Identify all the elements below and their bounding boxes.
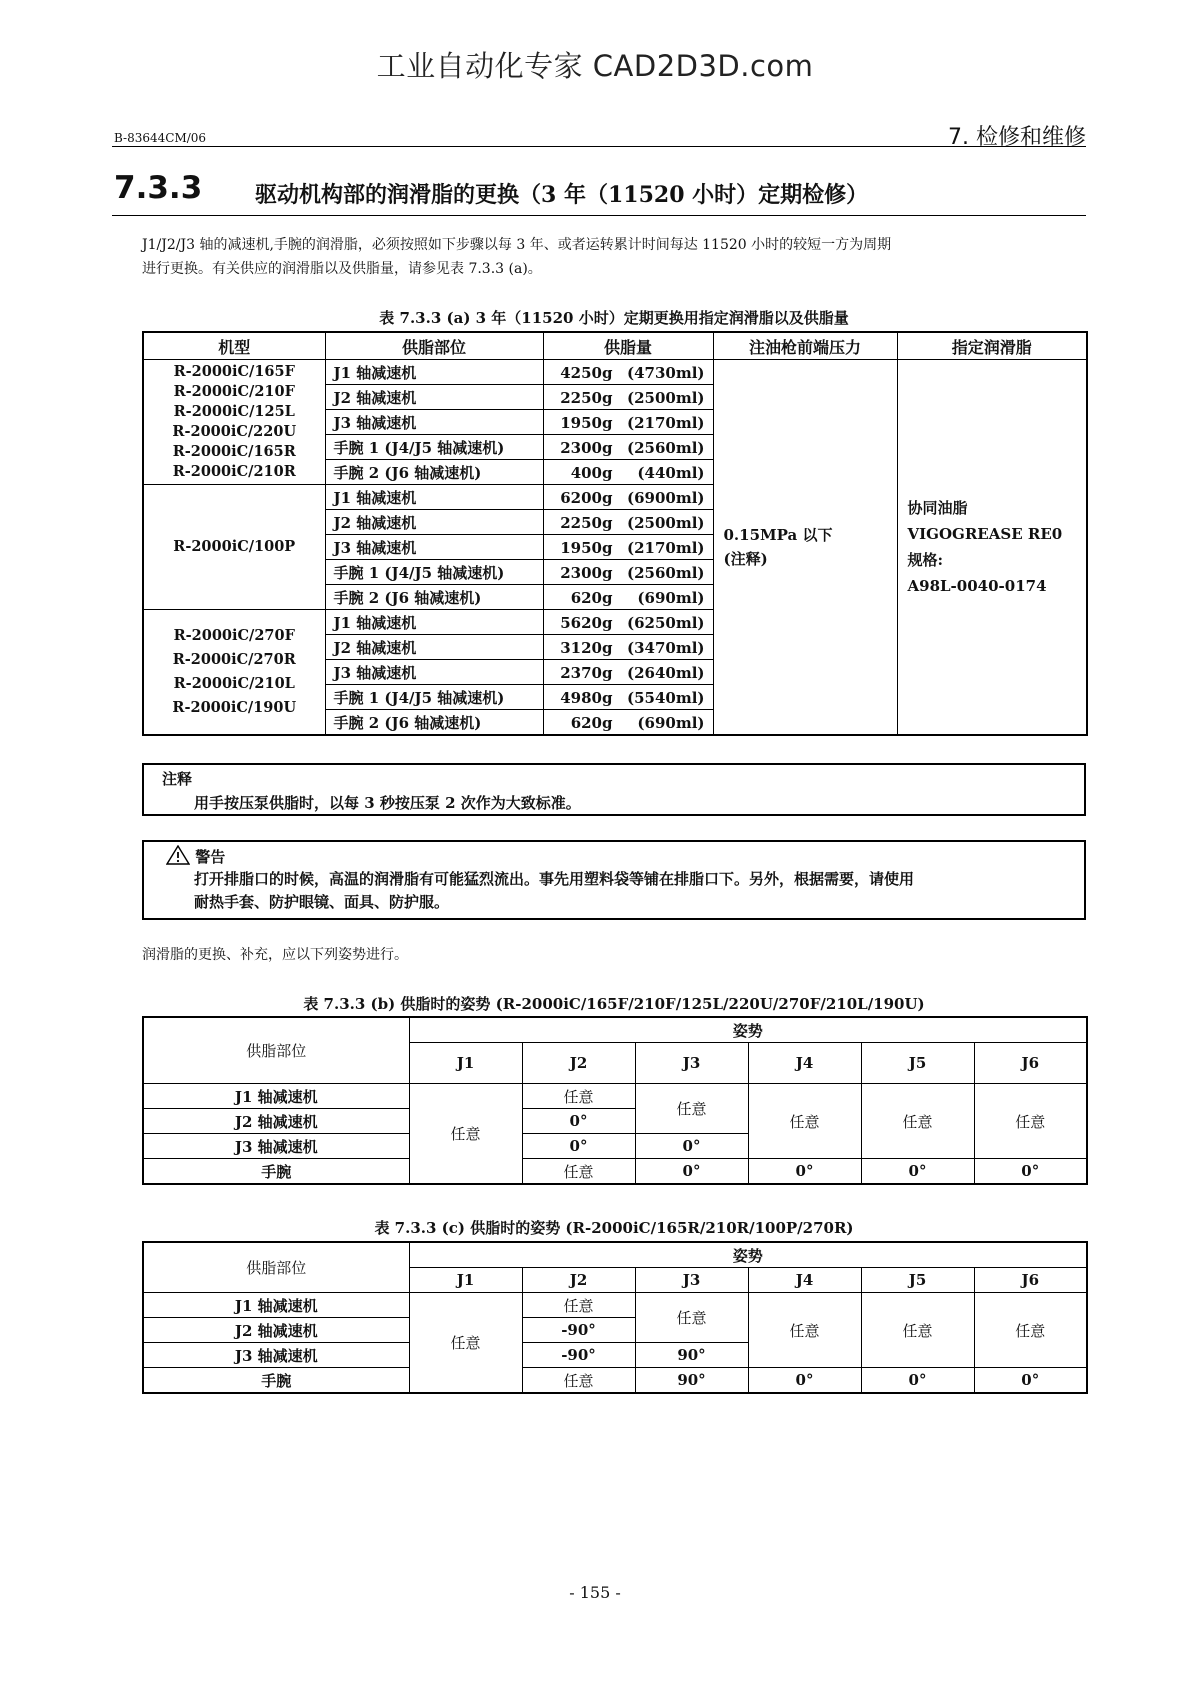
table-a-caption: 表 7.3.3 (a) 3 年（11520 小时）定期更换用指定润滑脂以及供脂量	[379, 309, 849, 327]
amount-grams: 2300g	[560, 439, 613, 457]
amount-ml: (690ml)	[637, 714, 705, 732]
section-number: 7.3.3	[114, 170, 203, 206]
part-cell: 手腕	[143, 1159, 409, 1185]
grease-amount-table	[142, 331, 1088, 736]
header-grease: 指定润滑脂	[897, 332, 1087, 360]
amount-cell	[543, 685, 713, 710]
table-row	[143, 360, 1087, 385]
axis-header: J4	[748, 1043, 861, 1084]
axis-header: J3	[635, 1043, 748, 1084]
part-cell: J3 轴减速机	[325, 410, 543, 435]
grease-name: VIGOGREASE RE0	[907, 525, 1063, 543]
model-cell	[143, 485, 325, 610]
model-name: R-2000iC/210R	[172, 463, 296, 480]
amount-grams: 4250g	[560, 364, 613, 382]
amount-ml: (2500ml)	[626, 389, 705, 407]
model-name: R-2000iC/220U	[172, 423, 297, 440]
doc-id: B-83644CM/06	[114, 131, 207, 145]
watermark-text: 工业自动化专家 CAD2D3D.com	[376, 49, 814, 83]
table-header-row	[143, 1242, 1087, 1268]
j3-cell: 0°	[635, 1159, 748, 1185]
pressure-value: 0.15MPa 以下	[723, 526, 833, 544]
amount-cell	[543, 385, 713, 410]
part-cell: J3 轴减速机	[325, 535, 543, 560]
axis-header: J2	[522, 1043, 635, 1084]
pressure-note: (注释)	[723, 550, 768, 568]
j2-cell: -90°	[522, 1318, 635, 1343]
j6-cell: 0°	[974, 1368, 1087, 1394]
amount-cell	[543, 710, 713, 736]
j5-cell: 任意	[861, 1084, 974, 1159]
model-name: R-2000iC/190U	[172, 699, 297, 716]
model-name: R-2000iC/270F	[173, 627, 295, 644]
amount-grams: 2250g	[560, 389, 613, 407]
table-row	[143, 1084, 1087, 1109]
axis-header: J1	[409, 1268, 522, 1293]
grease-cell	[897, 360, 1087, 736]
amount-ml: (2500ml)	[626, 514, 705, 532]
amount-ml: (3470ml)	[626, 639, 705, 657]
model-name: R-2000iC/210L	[173, 675, 295, 692]
j2-cell: 任意	[522, 1293, 635, 1318]
amount-cell	[543, 360, 713, 385]
j2-cell: 任意	[522, 1159, 635, 1185]
posture-table-b	[142, 1016, 1088, 1185]
amount-cell	[543, 485, 713, 510]
header-part: 供脂部位	[143, 1017, 409, 1084]
part-cell: 手腕	[143, 1368, 409, 1394]
amount-grams: 1950g	[560, 414, 613, 432]
model-name: R-2000iC/165F	[173, 363, 295, 380]
axis-header: J2	[522, 1268, 635, 1293]
amount-grams: 4980g	[560, 689, 613, 707]
amount-ml: (690ml)	[637, 589, 705, 607]
note-text: 用手按压泵供脂时，以每 3 秒按压泵 2 次作为大致标准。	[194, 794, 581, 812]
amount-cell	[543, 535, 713, 560]
intro-paragraph	[142, 233, 1086, 281]
table-row	[143, 1368, 1087, 1394]
j3-cell: 任意	[635, 1293, 748, 1343]
model-name: R-2000iC/210F	[173, 383, 295, 400]
part-cell: J1 轴减速机	[325, 360, 543, 385]
j5-cell: 0°	[861, 1159, 974, 1185]
grease-spec-label: 规格:	[907, 551, 944, 569]
table-header-row	[143, 332, 1087, 360]
warning-box	[142, 840, 1086, 920]
pressure-cell	[713, 360, 897, 736]
amount-grams: 2250g	[560, 514, 613, 532]
table-row	[143, 1159, 1087, 1185]
j3-cell: 90°	[635, 1368, 748, 1394]
amount-ml: (5540ml)	[626, 689, 705, 707]
table-header-row	[143, 1017, 1087, 1043]
amount-ml: (4730ml)	[626, 364, 705, 382]
part-cell: J3 轴减速机	[143, 1343, 409, 1368]
j4-cell: 任意	[748, 1293, 861, 1368]
part-cell: 手腕 1 (J4/J5 轴减速机)	[325, 435, 543, 460]
axis-header: J6	[974, 1043, 1087, 1084]
warning-triangle-icon	[166, 845, 190, 865]
axis-header: J3	[635, 1268, 748, 1293]
note-title: 注释	[162, 770, 193, 788]
amount-cell	[543, 560, 713, 585]
amount-grams: 3120g	[560, 639, 613, 657]
header-part: 供脂部位	[325, 332, 543, 360]
intro-line-2: 进行更换。有关供应的润滑脂以及供脂量，请参见表 7.3.3 (a)。	[142, 261, 542, 277]
amount-grams: 400g	[570, 464, 613, 482]
j4-cell: 0°	[748, 1368, 861, 1394]
j4-cell: 0°	[748, 1159, 861, 1185]
grease-spec: A98L-0040-0174	[907, 577, 1047, 595]
note-box	[142, 763, 1086, 816]
header-pressure: 注油枪前端压力	[713, 332, 897, 360]
amount-ml: (2640ml)	[626, 664, 705, 682]
header-posture: 姿势	[409, 1242, 1087, 1268]
axis-header: J6	[974, 1268, 1087, 1293]
j6-cell: 任意	[974, 1084, 1087, 1159]
amount-cell	[543, 585, 713, 610]
header-part: 供脂部位	[143, 1242, 409, 1293]
warning-line-2: 耐热手套、防护眼镜、面具、防护服。	[194, 893, 450, 911]
amount-ml: (2560ml)	[626, 564, 705, 582]
part-cell: 手腕 2 (J6 轴减速机)	[325, 585, 543, 610]
intro-line-1: J1/J2/J3 轴的减速机,手腕的润滑脂，必须按照如下步骤以每 3 年、或者运转累计时间每达 11520 小时的较短一方为周期	[142, 237, 892, 253]
part-cell: J1 轴减速机	[143, 1084, 409, 1109]
grease-maker: 协同油脂	[907, 499, 968, 517]
table-row	[143, 1293, 1087, 1318]
part-cell: 手腕 1 (J4/J5 轴减速机)	[325, 685, 543, 710]
model-name: R-2000iC/100P	[173, 538, 296, 555]
amount-ml: (440ml)	[637, 464, 705, 482]
part-cell: 手腕 1 (J4/J5 轴减速机)	[325, 560, 543, 585]
amount-cell	[543, 660, 713, 685]
model-name: R-2000iC/165R	[172, 443, 296, 460]
amount-cell	[543, 635, 713, 660]
amount-grams: 620g	[570, 714, 613, 732]
warning-title: 警告	[195, 848, 226, 866]
j2-cell: 任意	[522, 1368, 635, 1394]
warning-line-1: 打开排脂口的时候，高温的润滑脂有可能猛烈流出。事先用塑料袋等铺在排脂口下。另外，根据需要，请使用	[194, 870, 915, 888]
header-rule	[112, 146, 1086, 147]
amount-cell	[543, 460, 713, 485]
model-cell	[143, 360, 325, 485]
model-cell	[143, 610, 325, 736]
amount-cell	[543, 610, 713, 635]
part-cell: J3 轴减速机	[325, 660, 543, 685]
j5-cell: 0°	[861, 1368, 974, 1394]
j2-cell: -90°	[522, 1343, 635, 1368]
posture-table-c	[142, 1241, 1088, 1394]
amount-ml: (6250ml)	[626, 614, 705, 632]
model-name: R-2000iC/270R	[172, 651, 296, 668]
j1-cell: 任意	[409, 1293, 522, 1394]
page-number: - 155 -	[569, 1583, 621, 1602]
j3-cell: 任意	[635, 1084, 748, 1134]
part-cell: J2 轴减速机	[325, 385, 543, 410]
axis-header: J4	[748, 1268, 861, 1293]
j2-cell: 任意	[522, 1084, 635, 1109]
amount-cell	[543, 410, 713, 435]
header-posture: 姿势	[409, 1017, 1087, 1043]
model-name: R-2000iC/125L	[173, 403, 295, 420]
axis-header: J5	[861, 1043, 974, 1084]
j2-cell: 0°	[522, 1109, 635, 1134]
part-cell: J2 轴减速机	[143, 1109, 409, 1134]
warning-text	[194, 868, 1064, 914]
header-amount: 供脂量	[543, 332, 713, 360]
part-cell: J1 轴减速机	[325, 485, 543, 510]
amount-ml: (2170ml)	[626, 539, 705, 557]
part-cell: J3 轴减速机	[143, 1134, 409, 1159]
amount-cell	[543, 435, 713, 460]
axis-header: J5	[861, 1268, 974, 1293]
axis-header: J1	[409, 1043, 522, 1084]
table-b-caption: 表 7.3.3 (b) 供脂时的姿势 (R-2000iC/165F/210F/125L/220U/270F/210L/190U)	[303, 995, 925, 1013]
amount-grams: 5620g	[560, 614, 613, 632]
header-model: 机型	[143, 332, 325, 360]
amount-ml: (6900ml)	[626, 489, 705, 507]
amount-grams: 6200g	[560, 489, 613, 507]
amount-grams: 2370g	[560, 664, 613, 682]
j3-cell: 90°	[635, 1343, 748, 1368]
amount-grams: 2300g	[560, 564, 613, 582]
part-cell: J1 轴减速机	[325, 610, 543, 635]
part-cell: 手腕 2 (J6 轴减速机)	[325, 460, 543, 485]
section-title: 驱动机构部的润滑脂的更换（3 年（11520 小时）定期检修）	[255, 182, 869, 208]
amount-grams: 1950g	[560, 539, 613, 557]
part-cell: J2 轴减速机	[325, 635, 543, 660]
amount-grams: 620g	[570, 589, 613, 607]
amount-ml: (2560ml)	[626, 439, 705, 457]
part-cell: J2 轴减速机	[143, 1318, 409, 1343]
j4-cell: 任意	[748, 1084, 861, 1159]
section-rule	[112, 215, 1086, 216]
part-cell: J1 轴减速机	[143, 1293, 409, 1318]
j2-cell: 0°	[522, 1134, 635, 1159]
part-cell: 手腕 2 (J6 轴减速机)	[325, 710, 543, 736]
part-cell: J2 轴减速机	[325, 510, 543, 535]
j6-cell: 任意	[974, 1293, 1087, 1368]
j1-cell: 任意	[409, 1084, 522, 1185]
amount-ml: (2170ml)	[626, 414, 705, 432]
amount-cell	[543, 510, 713, 535]
posture-intro: 润滑脂的更换、补充，应以下列姿势进行。	[142, 947, 408, 963]
j5-cell: 任意	[861, 1293, 974, 1368]
table-c-caption: 表 7.3.3 (c) 供脂时的姿势 (R-2000iC/165R/210R/100P/270R)	[374, 1219, 854, 1237]
warning-header	[166, 845, 225, 867]
j6-cell: 0°	[974, 1159, 1087, 1185]
j3-cell: 0°	[635, 1134, 748, 1159]
chapter-title: 7. 检修和维修	[948, 125, 1086, 150]
